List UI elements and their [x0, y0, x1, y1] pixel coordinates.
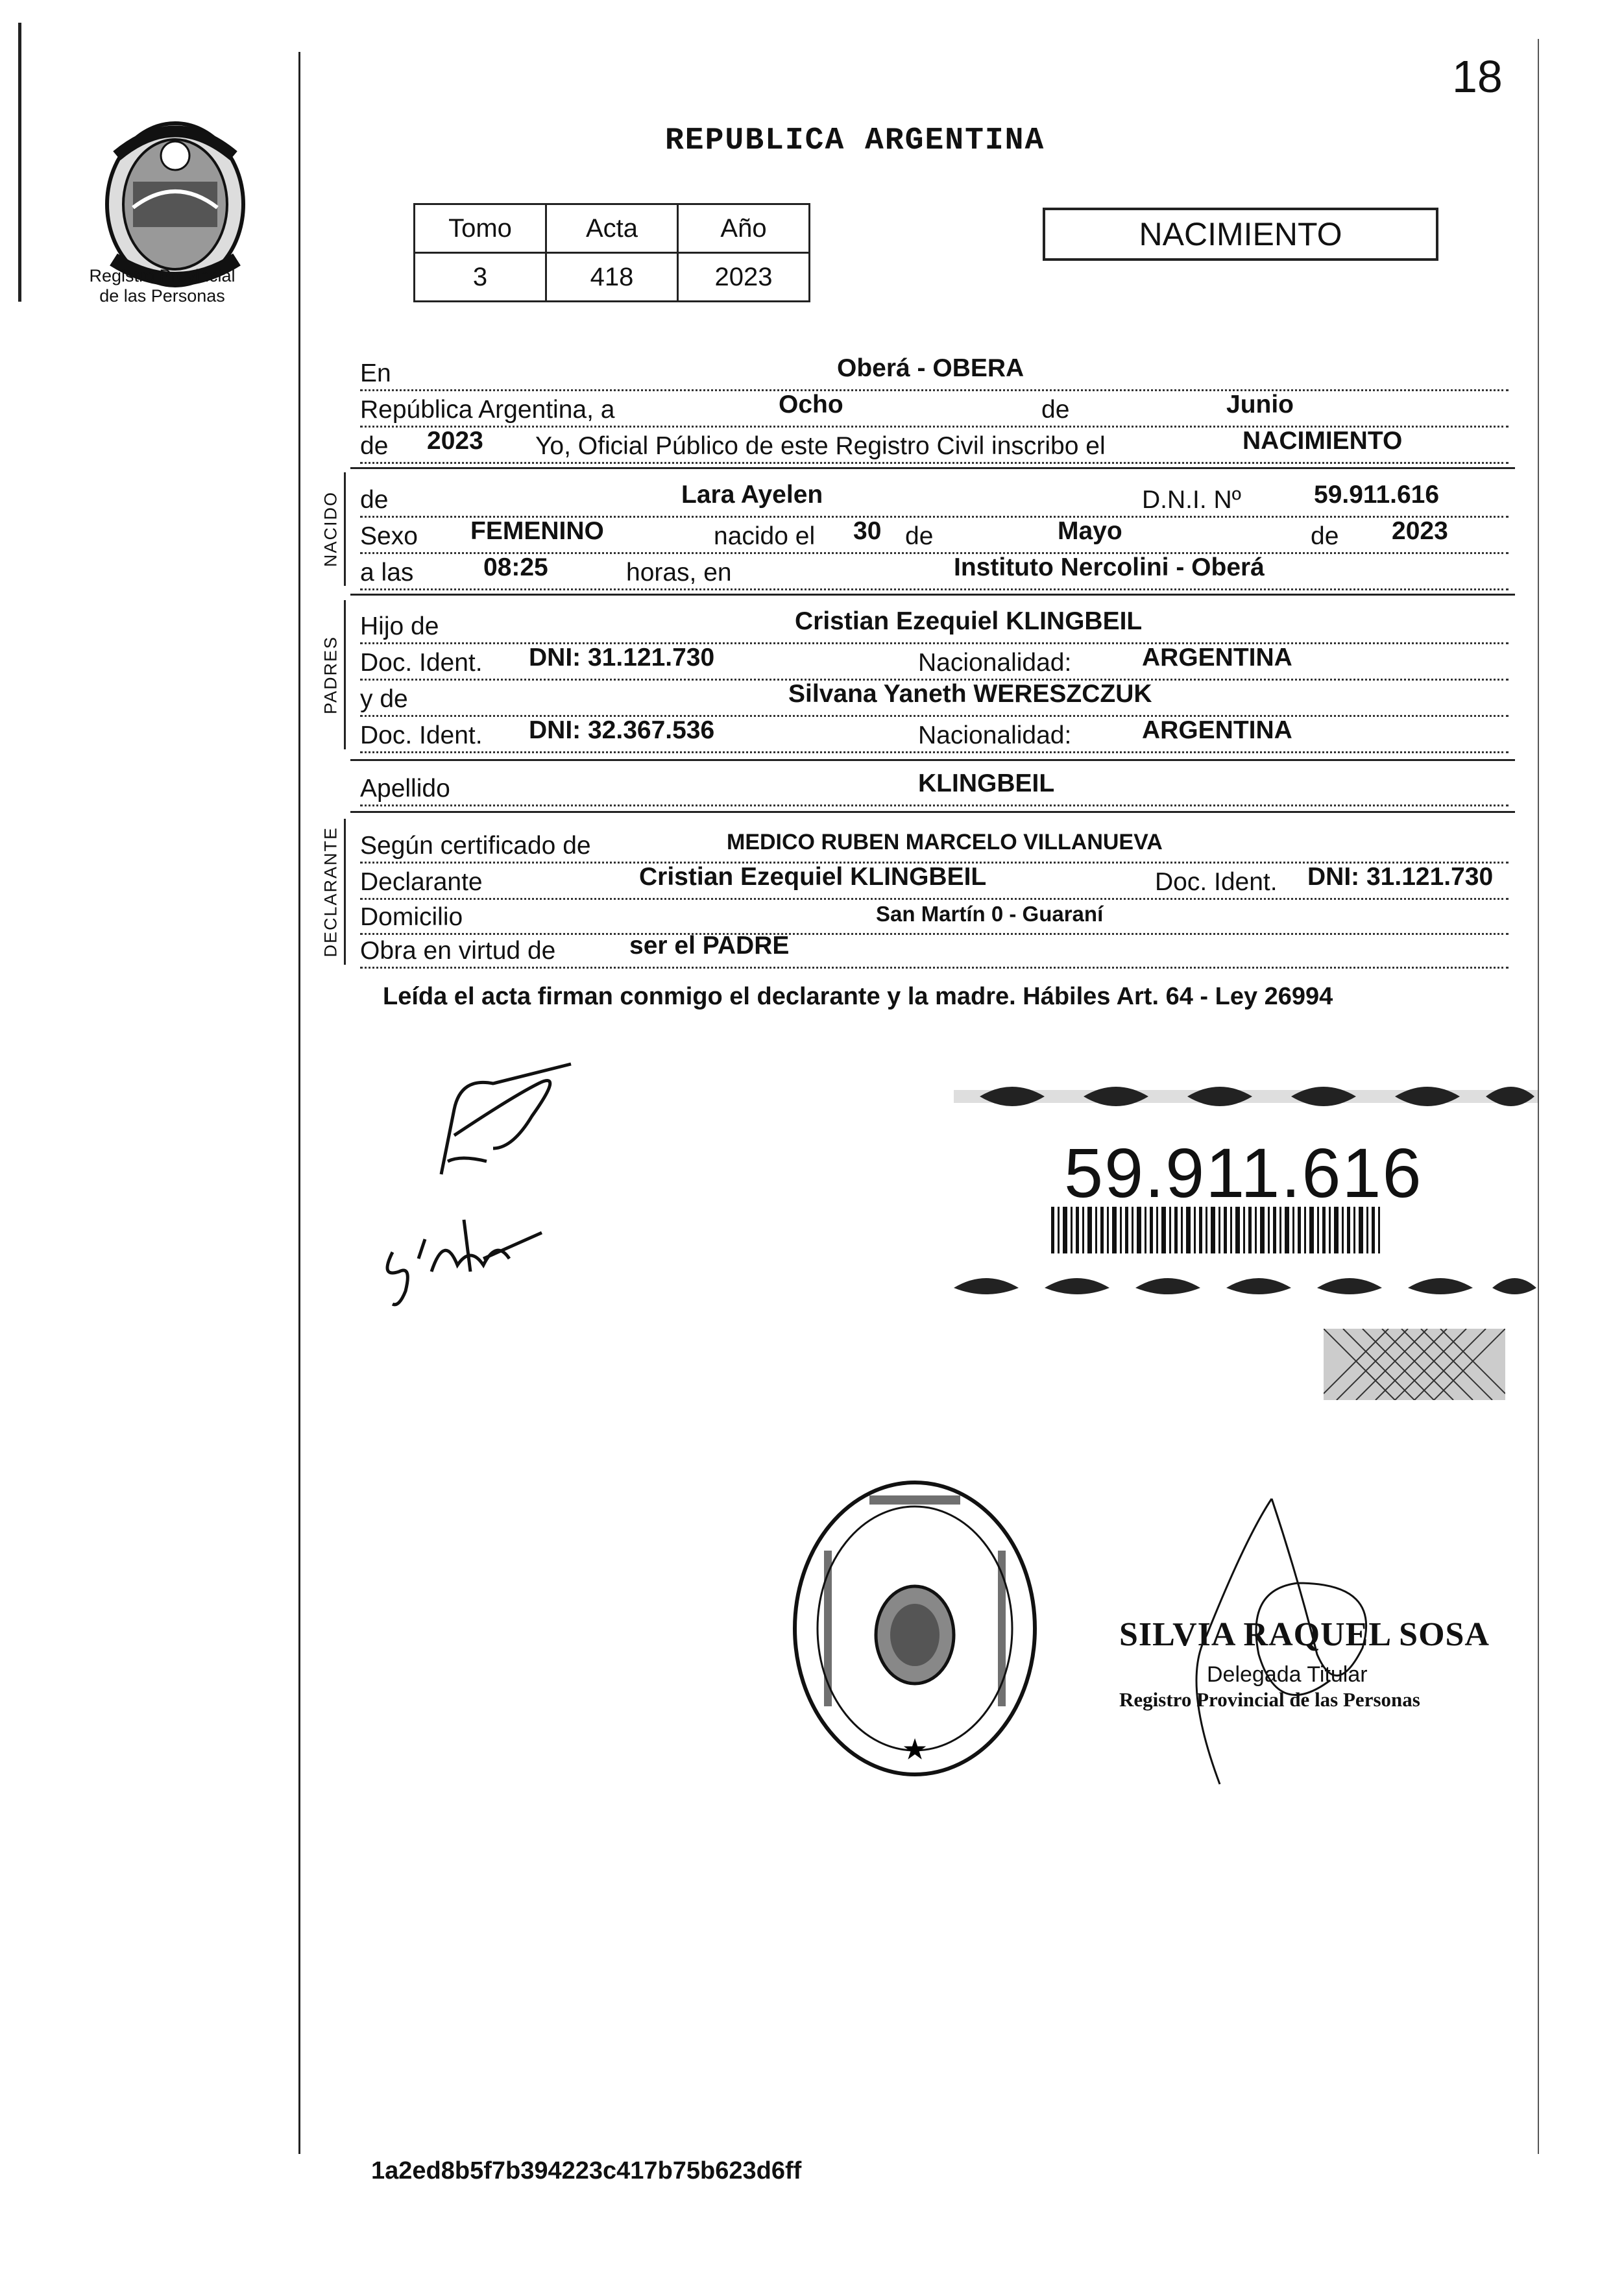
acta-value: 418 — [546, 253, 678, 302]
row-father-name — [360, 603, 1509, 644]
hijo-de-label: Hijo de — [360, 612, 439, 640]
declarante-top-rule — [350, 811, 1515, 813]
declarante-doc: DNI: 31.121.730 — [1307, 863, 1494, 891]
act-type-value: NACIMIENTO — [1242, 427, 1403, 455]
mother-doc: DNI: 32.367.536 — [529, 716, 715, 744]
row-republica — [360, 387, 1509, 428]
birth-year: 2023 — [1392, 517, 1448, 545]
mother-name: Silvana Yaneth WERESZCZUK — [788, 680, 1152, 708]
country-title: REPUBLICA ARGENTINA — [665, 123, 1045, 158]
act-type-box: NACIMIENTO — [1043, 208, 1438, 261]
father-nacionalidad-label: Nacionalidad: — [918, 649, 1072, 677]
apellido-label: Apellido — [360, 775, 450, 803]
domicilio-value: San Martín 0 - Guaraní — [876, 902, 1104, 926]
row-nacido-name — [360, 477, 1509, 518]
apellido-top-rule — [350, 759, 1515, 761]
apellido-value: KLINGBEIL — [918, 769, 1055, 797]
row-year — [360, 423, 1509, 464]
declarante-section-label: DECLARANTE — [321, 826, 341, 958]
nacido-de-label: de — [360, 486, 389, 514]
place-value: Oberá - OBERA — [837, 354, 1024, 382]
id-stamp-number: 59.911.616 — [1064, 1133, 1423, 1212]
padres-bracket — [344, 600, 346, 749]
svg-text:★: ★ — [903, 1736, 927, 1764]
row-mother-doc — [360, 712, 1509, 753]
certificado-value: MEDICO RUBEN MARCELO VILLANUEVA — [727, 830, 1163, 854]
row-apellido — [360, 766, 1509, 806]
birth-de-label: de — [905, 522, 934, 550]
declarante-bracket — [344, 819, 346, 965]
father-doc-label: Doc. Ident. — [360, 649, 483, 677]
padres-top-rule — [350, 594, 1515, 596]
left-margin-mark — [18, 23, 21, 302]
row-en — [360, 350, 1509, 391]
statement-text: Yo, Oficial Público de este Registro Civil inscribo el — [535, 432, 1106, 460]
row-mother-name — [360, 676, 1509, 717]
mother-doc-label: Doc. Ident. — [360, 721, 483, 749]
registry-table — [413, 203, 810, 302]
row-obra — [360, 928, 1509, 969]
row-father-doc — [360, 640, 1509, 681]
document-hash: 1a2ed8b5f7b394223c417b75b623d6ff — [371, 2157, 802, 2184]
security-hatch-mark — [1324, 1329, 1505, 1400]
official-name: SILVIA RAQUEL SOSA — [1119, 1616, 1490, 1653]
obra-value: ser el PADRE — [629, 932, 790, 960]
year-value: 2023 — [427, 427, 483, 455]
en-label: En — [360, 359, 391, 387]
tomo-header: Tomo — [415, 204, 546, 253]
mother-nacionalidad-label: Nacionalidad: — [918, 721, 1072, 749]
child-dni: 59.911.616 — [1314, 481, 1440, 509]
closing-text: Leída el acta firman conmigo el declarante y la madre. Hábiles Art. 64 - Ley 26994 — [383, 983, 1333, 1010]
birth-place: Instituto Nercolini - Oberá — [954, 553, 1265, 581]
sexo-label: Sexo — [360, 522, 418, 550]
declarante-label: Declarante — [360, 868, 483, 896]
father-name: Cristian Ezequiel KLINGBEIL — [795, 607, 1143, 635]
birth-de-label-2: de — [1311, 522, 1339, 550]
anio-header: Año — [678, 204, 810, 253]
anio-value: 2023 — [678, 253, 810, 302]
certificado-label: Según certificado de — [360, 832, 591, 860]
domicilio-label: Domicilio — [360, 903, 463, 931]
official-role: Delegada Titular — [1207, 1662, 1368, 1687]
office-caption-line1: Registro Provincial — [89, 266, 236, 285]
de-label: de — [1041, 396, 1070, 424]
y-de-label: y de — [360, 685, 408, 713]
padres-section-label: PADRES — [321, 635, 341, 715]
day-value: Ocho — [779, 391, 843, 418]
sexo-value: FEMENINO — [470, 517, 604, 545]
office-caption-line2: de las Personas — [99, 286, 225, 306]
row-certificado — [360, 823, 1509, 864]
de-label-2: de — [360, 432, 389, 460]
nacido-section-label: NACIDO — [321, 491, 341, 568]
nacido-top-rule — [350, 467, 1515, 469]
dni-label: D.N.I. Nº — [1142, 486, 1241, 514]
official-oval-seal — [785, 1473, 1045, 1784]
obra-label: Obra en virtud de — [360, 937, 556, 965]
declarante-doc-label: Doc. Ident. — [1155, 868, 1278, 896]
document-left-border — [298, 52, 300, 2154]
republica-label: República Argentina, a — [360, 396, 615, 424]
row-nacido-sex — [360, 513, 1509, 554]
declarante-name: Cristian Ezequiel KLINGBEIL — [639, 863, 987, 891]
month-value: Junio — [1226, 391, 1294, 418]
official-office: Registro Provincial de las Personas — [1119, 1688, 1420, 1711]
birth-month: Mayo — [1058, 517, 1122, 545]
tomo-value: 3 — [415, 253, 546, 302]
row-nacido-time — [360, 550, 1509, 590]
nacido-el-label: nacido el — [714, 522, 816, 550]
horas-en-label: horas, en — [626, 559, 732, 587]
declarante-signature — [415, 1058, 584, 1187]
acta-header: Acta — [546, 204, 678, 253]
mother-nationality: ARGENTINA — [1142, 716, 1292, 744]
page-number: 18 — [1452, 51, 1503, 102]
father-nationality: ARGENTINA — [1142, 644, 1292, 671]
nacido-bracket — [344, 472, 346, 586]
father-doc: DNI: 31.121.730 — [529, 644, 715, 671]
birth-day: 30 — [853, 517, 882, 545]
mother-signature — [373, 1194, 548, 1311]
office-caption — [71, 266, 253, 306]
child-name: Lara Ayelen — [681, 481, 823, 509]
birth-time: 08:25 — [483, 553, 548, 581]
document-right-border — [1538, 39, 1539, 2154]
a-las-label: a las — [360, 559, 414, 587]
